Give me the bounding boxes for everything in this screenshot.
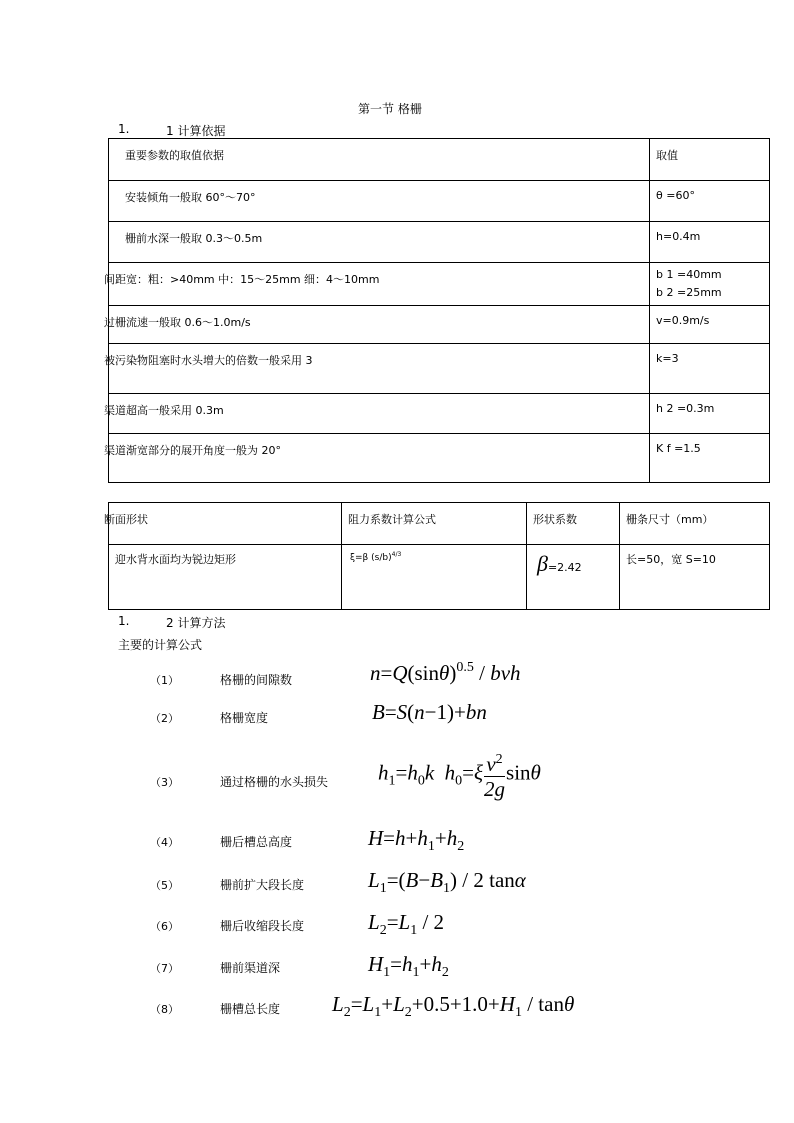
row-value: v=0.9m/s bbox=[656, 314, 710, 327]
bar-size-value: 长=50，宽 S=10 bbox=[626, 553, 716, 566]
formula-contraction-length: $L_2=L_1 / 2$ bbox=[368, 910, 445, 938]
item-number: （2） bbox=[150, 712, 179, 725]
table-row bbox=[109, 434, 770, 483]
subsection-number-2: 1. bbox=[118, 614, 130, 628]
row-basis: 渠道超高一般采用 0.3m bbox=[104, 404, 224, 417]
beta-value: =2.42 bbox=[547, 561, 582, 574]
resistance-table bbox=[104, 502, 770, 610]
row-value: θ =60° bbox=[656, 189, 695, 202]
header-shape: 断面形状 bbox=[104, 513, 148, 526]
subsection-number: 1. bbox=[118, 122, 130, 136]
row-basis: 栅前水深一般取 0.3～0.5m bbox=[125, 232, 263, 245]
table-row bbox=[109, 263, 770, 306]
item-number: （1） bbox=[150, 674, 179, 687]
formula-screen-width: B=S(n−1)+bn bbox=[372, 700, 487, 724]
item-label: 栅槽总长度 bbox=[220, 1002, 281, 1016]
table-header-row bbox=[109, 503, 770, 545]
table-header-row bbox=[109, 139, 770, 181]
resistance-formula bbox=[342, 545, 526, 563]
header-value: 取值 bbox=[656, 149, 678, 162]
beta-symbol: β bbox=[537, 551, 548, 576]
row-value: K f =1.5 bbox=[656, 442, 701, 455]
row-basis: 安装倾角一般取 60°～70° bbox=[125, 191, 256, 204]
shape-coefficient-value bbox=[527, 545, 619, 577]
table-row bbox=[109, 306, 770, 344]
item-label: 栅前扩大段长度 bbox=[220, 878, 305, 892]
formula-expansion-length: $L_1=(B-B_1) / 2$ tanα bbox=[368, 868, 526, 896]
item-label: 格栅的间隙数 bbox=[220, 673, 293, 687]
section-title: 第一节 格栅 bbox=[358, 102, 422, 116]
item-label: 栅后槽总高度 bbox=[220, 835, 293, 849]
table-row bbox=[109, 222, 770, 263]
item-label: 通过格栅的水头损失 bbox=[220, 775, 329, 789]
table-row bbox=[109, 181, 770, 222]
header-formula: 阻力系数计算公式 bbox=[348, 513, 436, 526]
resistance-formula-text: ξ=β (s/b) bbox=[350, 553, 392, 563]
row-basis: 渠道渐宽部分的展开角度一般为 20° bbox=[104, 444, 281, 457]
formula-channel-depth: $H_1=h_1+h_2$ bbox=[368, 952, 449, 980]
row-value: b 1 =40mm bbox=[656, 268, 722, 281]
header-basis: 重要参数的取值依据 bbox=[125, 149, 224, 162]
table-row bbox=[109, 545, 770, 610]
formula-total-height: $H=h+h_1+h_2$ bbox=[368, 826, 465, 854]
row-basis: 过栅流速一般取 0.6～1.0m/s bbox=[104, 316, 251, 329]
row-value-2: b 2 =25mm bbox=[656, 286, 722, 299]
subsection-title: 1 计算依据 bbox=[166, 124, 226, 138]
item-number: （4） bbox=[150, 836, 179, 849]
row-value: h 2 =0.3m bbox=[656, 402, 715, 415]
formula-head-loss: $h_1=h_0k$ $h_0=\xi$ $\frac{v^2}{2g}$ sinθ bbox=[378, 748, 541, 801]
item-label: 栅前渠道深 bbox=[220, 961, 281, 975]
formula-total-length: $L_2=L_1+L_2+0.5+1.0+H_1 / \tan\theta$ bbox=[332, 992, 575, 1020]
item-label: 格栅宽度 bbox=[220, 711, 269, 725]
row-basis: 间距宽：粗：>40mm 中：15～25mm 细：4～10mm bbox=[104, 273, 380, 286]
parameter-table bbox=[104, 138, 770, 483]
item-number: （6） bbox=[150, 920, 179, 933]
table-row bbox=[109, 394, 770, 434]
row-basis: 被污染物阻塞时水头增大的倍数一般采用 3 bbox=[104, 354, 313, 367]
row-value: k=3 bbox=[656, 352, 679, 365]
item-number: （3） bbox=[150, 776, 179, 789]
table-row bbox=[109, 344, 770, 394]
row-value: h=0.4m bbox=[656, 230, 701, 243]
item-number: （8） bbox=[150, 1003, 179, 1016]
header-bar-size: 栅条尺寸（mm） bbox=[626, 513, 714, 526]
formula-gap-count: $n=Q(\sin\theta)^{0.5}$ / bvh bbox=[370, 660, 521, 685]
main-formula-label: 主要的计算公式 bbox=[118, 638, 203, 652]
header-shape-coefficient: 形状系数 bbox=[533, 513, 577, 526]
resistance-formula-exponent: 4/3 bbox=[391, 551, 402, 558]
shape-value: 迎水背水面均为锐边矩形 bbox=[115, 553, 236, 566]
item-number: （5） bbox=[150, 879, 179, 892]
item-number: （7） bbox=[150, 962, 179, 975]
item-label: 栅后收缩段长度 bbox=[220, 919, 305, 933]
subsection-title-2: 2 计算方法 bbox=[166, 616, 226, 630]
